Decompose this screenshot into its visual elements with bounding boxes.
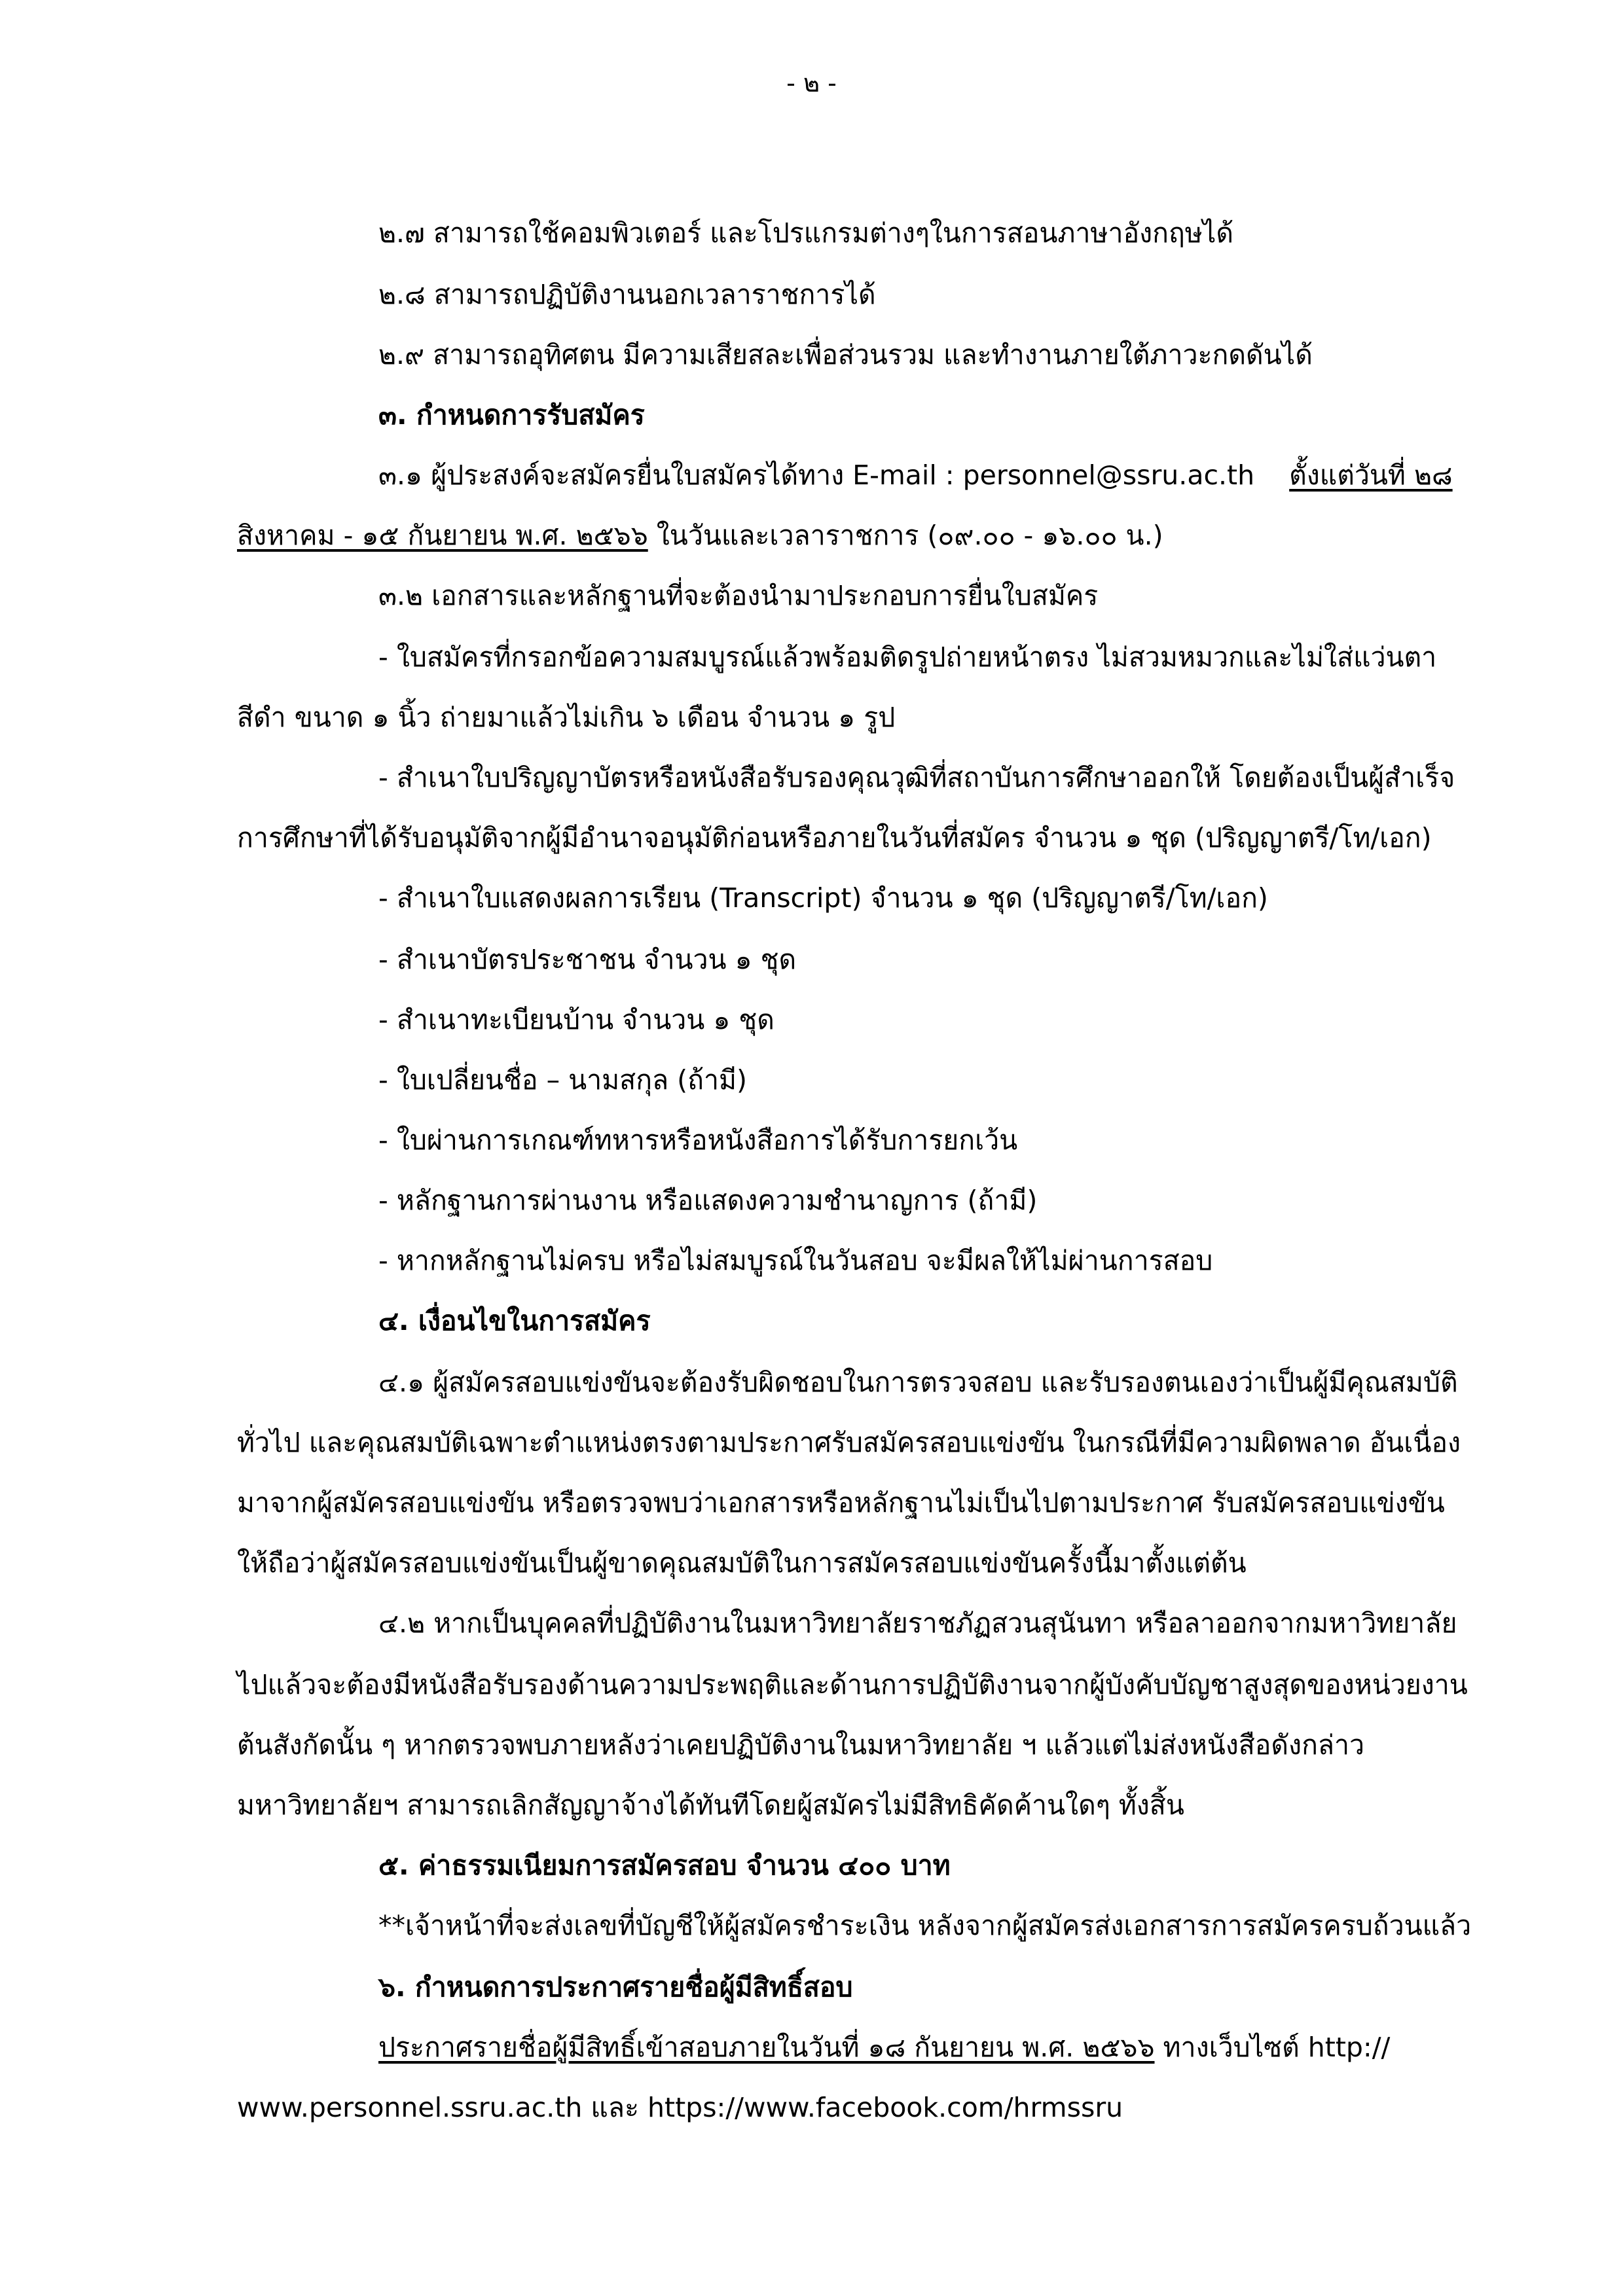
item-6-line1 <box>378 2029 1390 2066</box>
doc-1-line1: - ใบสมัครที่กรอกข้อความสมบูรณ์แล้วพร้อมติดรูปถ่ายหน้าตรง ไม่สวมหมวกและไม่ใส่แว่นตา <box>378 641 1437 673</box>
doc-1-line2: สีดำ ขนาด ๑ นิ้ว ถ่ายมาแล้วไม่เกิน ๖ เดือน จำนวน ๑ รูป <box>237 702 896 733</box>
doc-4: - สำเนาบัตรประชาชน จำนวน ๑ ชุด <box>378 944 797 975</box>
item-3-1-text: ๓.๑ ผู้ประสงค์จะสมัครยื่นใบสมัครได้ทาง E-mail : personnel@ssru.ac.th <box>378 459 1255 491</box>
doc-7: - ใบผ่านการเกณฑ์ทหารหรือหนังสือการได้รับการยกเว้น <box>378 1124 1018 1156</box>
item-3-1-line1 <box>378 457 1453 493</box>
item-3-2: ๓.๒ เอกสารและหลักฐานที่จะต้องนำมาประกอบการยื่นใบสมัคร <box>378 580 1099 611</box>
item-4-2-line1: ๔.๒ หากเป็นบุคคลที่ปฏิบัติงานในมหาวิทยาลัยราชภัฏสวนสุนันทา หรือลาออกจากมหาวิทยาลัย <box>378 1607 1457 1639</box>
doc-5: - สำเนาทะเบียนบ้าน จำนวน ๑ ชุด <box>378 1004 775 1035</box>
item-2-8: ๒.๘ สามารถปฏิบัติงานนอกเวลาราชการได้ <box>378 279 876 310</box>
item-3-1-date-end: สิงหาคม - ๑๕ กันยายน พ.ศ. ๒๕๖๖ <box>237 520 648 551</box>
section-6-heading: ๖. กำหนดการประกาศรายชื่อผู้มีสิทธิ์สอบ <box>378 1971 853 2003</box>
item-3-1-line2 <box>237 517 1163 554</box>
doc-2-line2: การศึกษาที่ได้รับอนุมัติจากผู้มีอำนาจอนุมัติก่อนหรือภายในวันที่สมัคร จำนวน ๑ ชุด (ปริญญาตรี/โท/เอก) <box>237 822 1432 853</box>
item-3-1-hours: ในวันและเวลาราชการ (๐๙.๐๐ - ๑๖.๐๐ น.) <box>647 520 1163 551</box>
item-2-7: ๒.๗ สามารถใช้คอมพิวเตอร์ และโปรแกรมต่างๆในการสอนภาษาอังกฤษได้ <box>378 217 1234 249</box>
section-4-heading: ๔. เงื่อนไขในการสมัคร <box>378 1305 651 1336</box>
item-4-1-line1: ๔.๑ ผู้สมัครสอบแข่งขันจะต้องรับผิดชอบในการตรวจสอบ และรับรองตนเองว่าเป็นผู้มีคุณสมบัติ <box>378 1367 1458 1398</box>
item-2-9: ๒.๙ สามารถอุทิศตน มีความเสียสละเพื่อส่วนรวม และทำงานภายใต้ภาวะกดดันได้ <box>378 339 1313 370</box>
item-4-1-line3: มาจากผู้สมัครสอบแข่งขัน หรือตรวจพบว่าเอกสารหรือหลักฐานไม่เป็นไปตามประกาศ รับสมัครสอบแข่งขัน <box>237 1487 1445 1518</box>
doc-9: - หากหลักฐานไม่ครบ หรือไม่สมบูรณ์ในวันสอบ จะมีผลให้ไม่ผ่านการสอบ <box>378 1245 1213 1276</box>
doc-2-line1: - สำเนาใบปริญญาบัตรหรือหนังสือรับรองคุณวุฒิที่สถาบันการศึกษาออกให้ โดยต้องเป็นผู้สำเร็จ <box>378 762 1455 793</box>
item-4-1-line4: ให้ถือว่าผู้สมัครสอบแข่งขันเป็นผู้ขาดคุณสมบัติในการสมัครสอบแข่งขันครั้งนี้มาตั้งแต่ต้น <box>237 1547 1247 1579</box>
item-4-2-line2: ไปแล้วจะต้องมีหนังสือรับรองด้านความประพฤติและด้านการปฏิบัติงานจากผู้บังคับบัญชาสูงสุดของหน่วยงาน <box>237 1669 1468 1700</box>
doc-8: - หลักฐานการผ่านงาน หรือแสดงความชำนาญการ (ถ้ามี) <box>378 1185 1038 1216</box>
website-prefix: ทางเว็บไซต์ http:// <box>1154 2032 1391 2063</box>
doc-3: - สำเนาใบแสดงผลการเรียน (Transcript) จำนวน ๑ ชุด (ปริญญาตรี/โท/เอก) <box>378 882 1268 914</box>
section-5-heading: ๕. ค่าธรรมเนียมการสมัครสอบ จำนวน ๔๐๐ บาท <box>378 1850 951 1881</box>
item-3-1-date-start: ตั้งแต่วันที่ ๒๘ <box>1289 459 1453 491</box>
item-6-line2: www.personnel.ssru.ac.th และ https://www.facebook.com/hrmssru <box>237 2092 1123 2123</box>
announcement-date: ประกาศรายชื่อผู้มีสิทธิ์เข้าสอบภายในวันที่ ๑๘ กันยายน พ.ศ. ๒๕๖๖ <box>378 2032 1155 2063</box>
page-number: - ๒ - <box>786 69 837 98</box>
item-4-2-line3: ต้นสังกัดนั้น ๆ หากตรวจพบภายหลังว่าเคยปฏิบัติงานในมหาวิทยาลัย ฯ แล้วแต่ไม่ส่งหนังสือดังกล่าว <box>237 1729 1365 1761</box>
section-3-heading: ๓. กำหนดการรับสมัคร <box>378 399 645 431</box>
fee-note: **เจ้าหน้าที่จะส่งเลขที่บัญชีให้ผู้สมัครชำระเงิน หลังจากผู้สมัครส่งเอกสารการสมัครครบถ้วนแล้ว <box>378 1910 1472 1941</box>
item-4-2-line4: มหาวิทยาลัยฯ สามารถเลิกสัญญาจ้างได้ทันทีโดยผู้สมัครไม่มีสิทธิคัดค้านใดๆ ทั้งสิ้น <box>237 1789 1184 1821</box>
item-4-1-line2: ทั่วไป และคุณสมบัติเฉพาะตำแหน่งตรงตามประกาศรับสมัครสอบแข่งขัน ในกรณีที่มีความผิดพลาด อันเนื่อง <box>237 1427 1461 1458</box>
doc-6: - ใบเปลี่ยนชื่อ – นามสกุล (ถ้ามี) <box>378 1064 748 1096</box>
